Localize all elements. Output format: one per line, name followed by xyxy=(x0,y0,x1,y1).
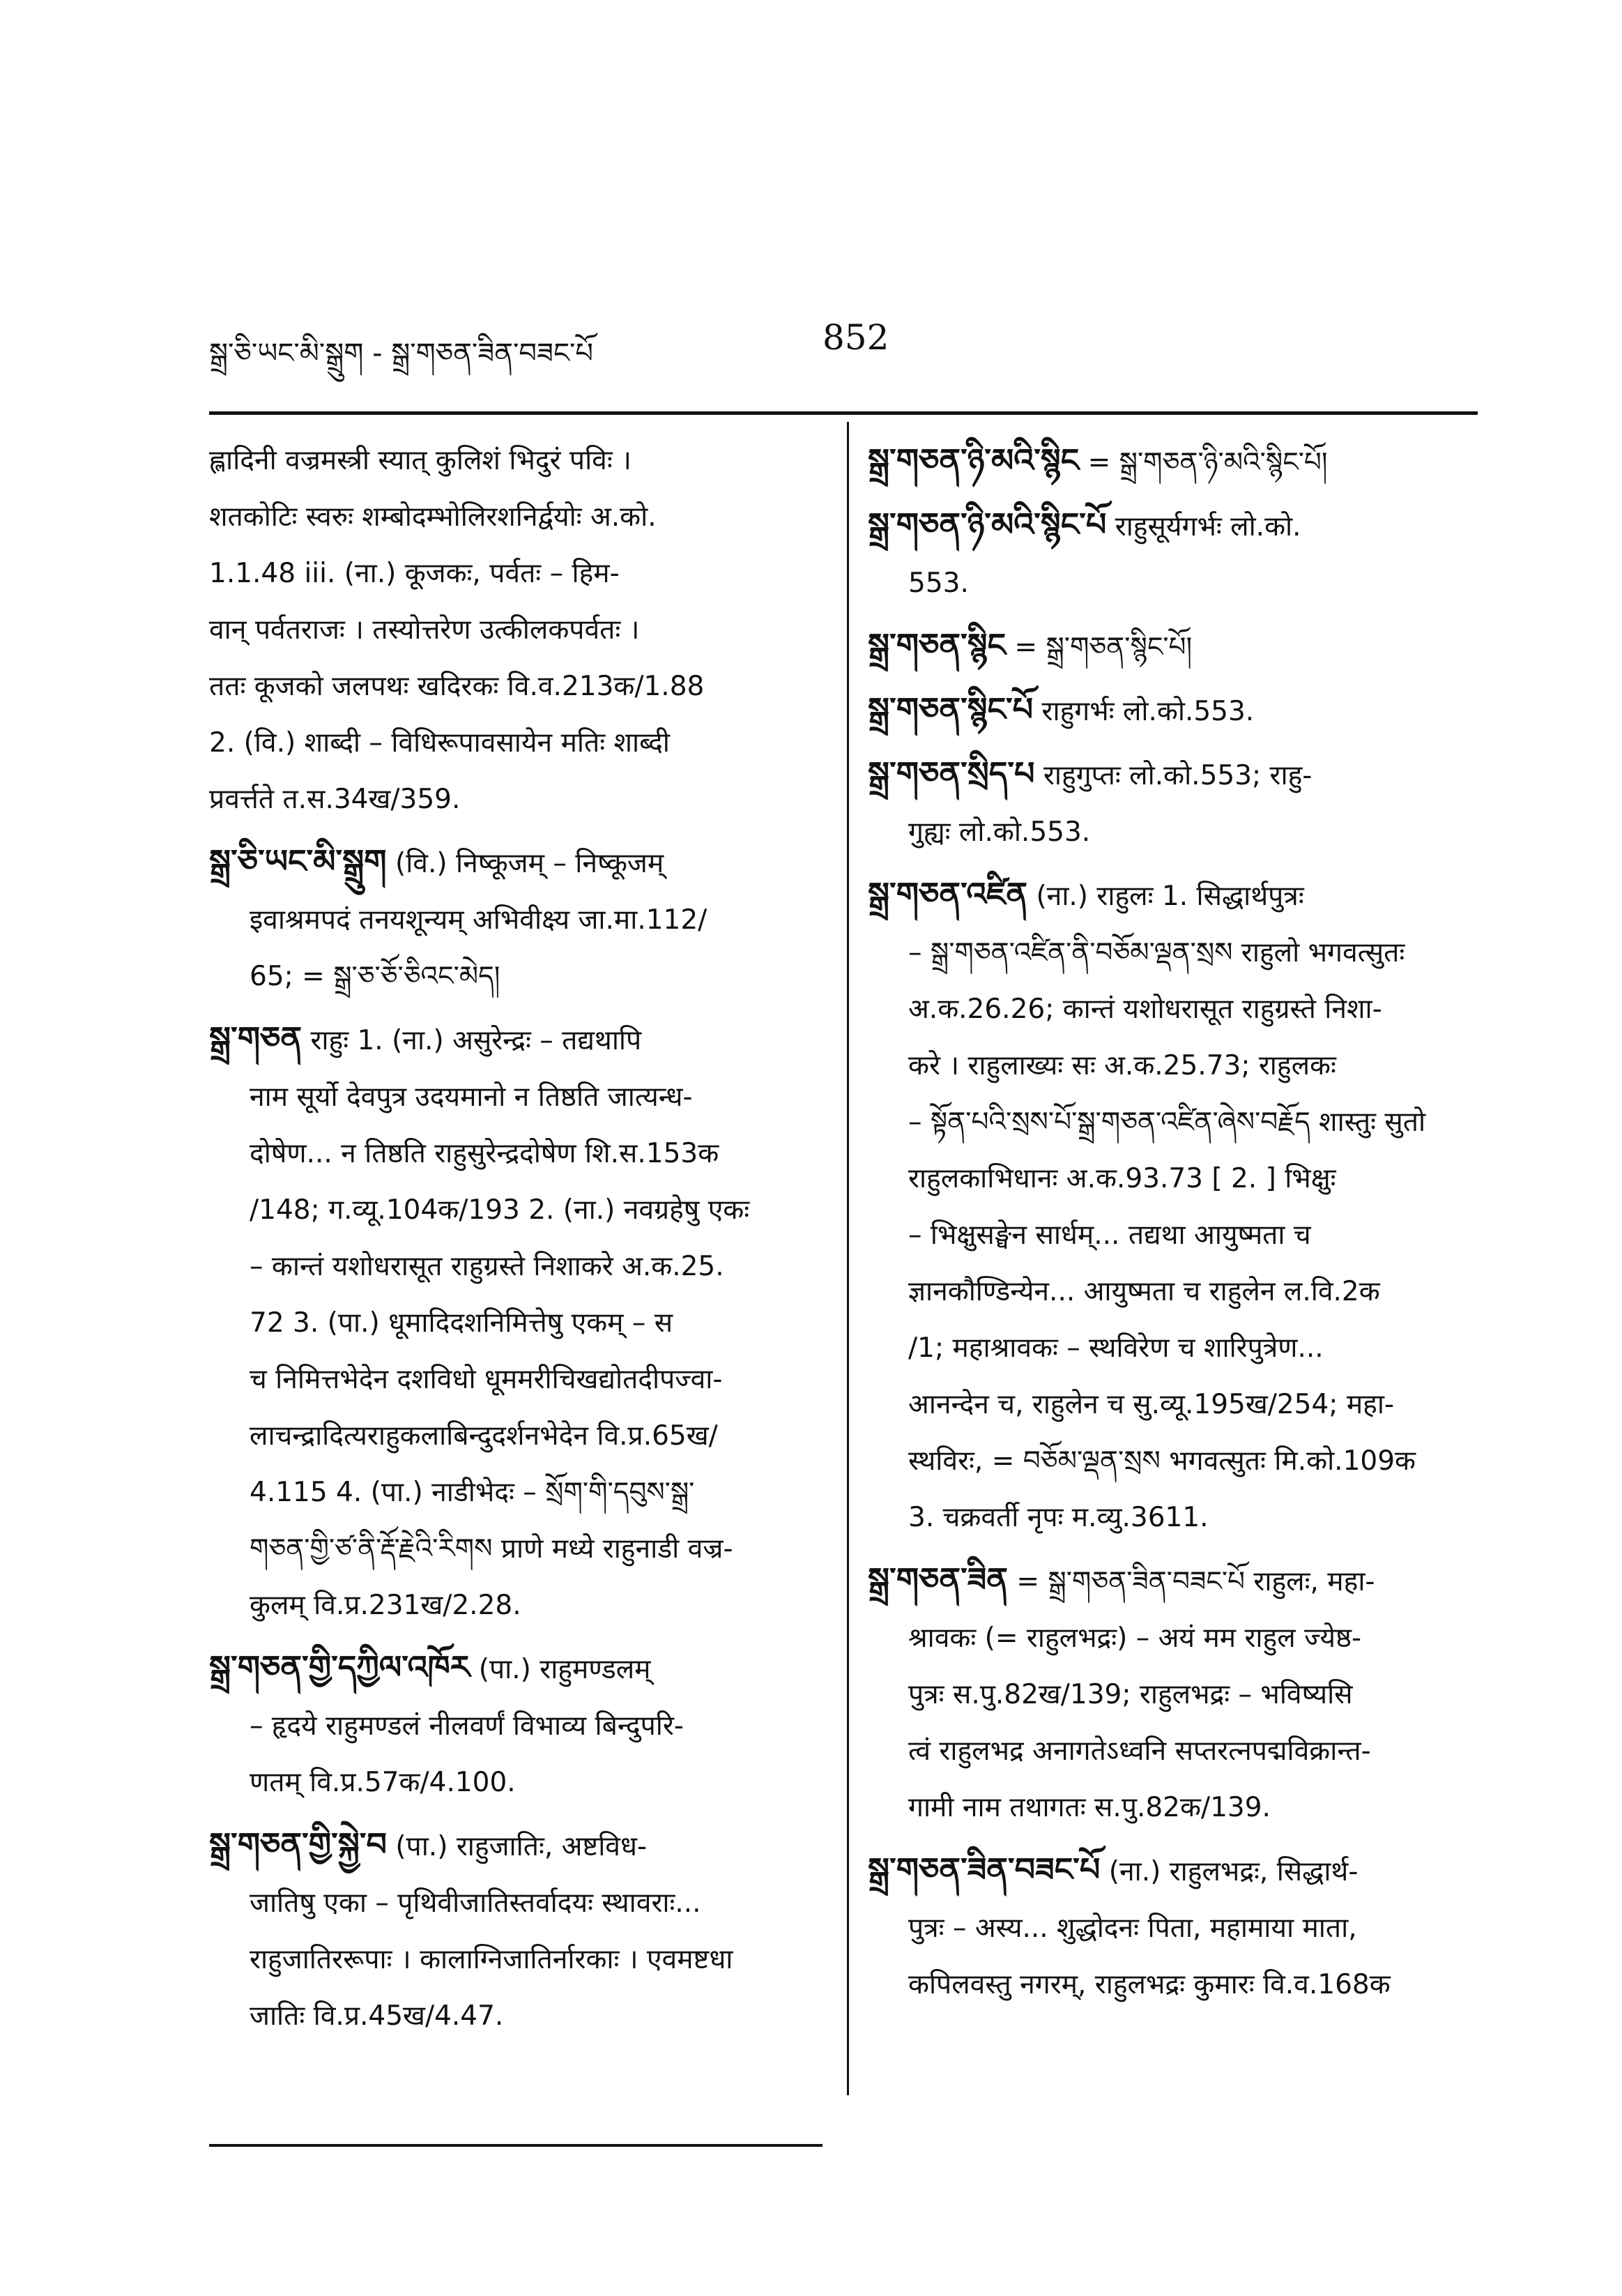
text-line: /148; ग.व्यू.104क/193 2. (ना.) नवग्रहेषु एकः xyxy=(250,1194,750,1226)
dictionary-entry xyxy=(209,1010,809,1634)
text-line: (ना.) राहुलभद्रः, सिद्धार्थ- xyxy=(1108,1856,1359,1887)
text-line: पुत्रः – अस्य... शुद्धोदनः पिता, महामाया माता, xyxy=(908,1913,1357,1944)
text-line: वान् पर्वतराजः । तस्योत्तरेण उत्कीलकपर्वतः । xyxy=(209,614,640,646)
dictionary-entry xyxy=(209,1639,809,1811)
text-line: च निमित्तभेदेन दशविधो धूममरीचिखद्योतदीपज्वा- xyxy=(250,1364,723,1395)
text-line: 1.1.48 iii. (ना.) कूजकः, पर्वतः – हिम- xyxy=(209,558,620,589)
dictionary-entry xyxy=(868,681,1495,740)
text-line: राहुलकाभिधानः अ.क.93.73 [ 2. ] भिक्षुः xyxy=(908,1163,1336,1194)
text-line: /1; महाश्रावकः – स्थविरेण च शारिपुत्रेण... xyxy=(908,1332,1324,1364)
right-column xyxy=(868,432,1495,2018)
dictionary-entry xyxy=(868,866,1495,1546)
header-rule xyxy=(209,411,1478,415)
text-line: ज्ञानकौण्डिन्येन... आयुष्मता च राहुलेन ल.वि.2क xyxy=(908,1276,1380,1307)
text-line: राहुगर्भः लो.को.553. xyxy=(1041,696,1255,727)
text-line: करे । राहुलाख्यः सः अ.क.25.73; राहुलकः xyxy=(908,1050,1336,1081)
text-line: (पा.) राहुजातिः, अष्टविध- xyxy=(395,1831,648,1862)
text-line: आनन्देन च, राहुलेन च सु.व्यू.195ख/254; महा- xyxy=(908,1389,1395,1420)
text-line: 72 3. (पा.) धूमादिदशनिमित्तेषु एकम् – स xyxy=(250,1307,673,1339)
text-line: कपिलवस्तु नगरम्, राहुलभद्रः कुमारः वि.व.168क xyxy=(908,1969,1391,2000)
text-line: कुलम् वि.प्र.231ख/2.28. xyxy=(250,1590,521,1621)
column-end-rule xyxy=(209,2144,823,2147)
entry-headword: སྒྲ་གཅན་འཛིན xyxy=(868,875,1028,913)
dictionary-entry xyxy=(868,617,1495,676)
text-line: (वि.) निष्कूजम् – निष्कूजम् xyxy=(395,848,664,879)
dictionary-entry xyxy=(868,496,1495,611)
text-line: གཅན་གྱི་ཙ་ནི་རྡོ་རྗེའི་རིགས प्राणे मध्ये राहुनाडी वज्र- xyxy=(250,1533,733,1565)
entry-headword: སྒྲ་གཅན་ཉི་མའི་སྙིང xyxy=(868,441,1080,479)
text-line: लाचन्द्रादित्यराहुकलाबिन्दुदर्शनभेदेन वि.प्र.65ख/ xyxy=(250,1420,718,1452)
entry-headword: སྒྲ་གཅན་སྙིང xyxy=(868,626,1006,664)
dictionary-entry xyxy=(209,833,809,1005)
entry-headword: སྒྲ་གཅན་ཟིན xyxy=(868,1560,1008,1598)
entry-headword: སྒྲ་གཅན་གྱི་སྐྱེ་བ xyxy=(209,1825,387,1863)
text-line: राहुसूर्यगर्भः लो.को. xyxy=(1115,511,1301,542)
dictionary-entry xyxy=(868,432,1495,491)
text-line: = སྒྲ་གཅན་ཉི་མའི་སྙིང་པོ། xyxy=(1087,447,1328,478)
text-line: त्वं राहुलभद्र अनागतेऽध्वनि सप्तरत्नपद्मविक्रान्त- xyxy=(908,1735,1371,1767)
text-line: शतकोटिः स्वरुः शम्बोदम्भोलिरशनिर्द्वयोः अ.को. xyxy=(209,501,657,533)
text-line: = སྒྲ་གཅན་ཟིན་བཟང་པོ राहुलः, महा- xyxy=(1016,1566,1375,1597)
text-line: – भिक्षुसङ्घेन सार्धम्... तद्यथा आयुष्मता च xyxy=(908,1219,1311,1251)
text-line: राहुः 1. (ना.) असुरेन्द्रः – तद्यथापि xyxy=(310,1025,642,1056)
dictionary-entry xyxy=(209,1816,809,2044)
text-line: जातिः वि.प्र.45ख/4.47. xyxy=(250,2000,504,2032)
text-line: जातिषु एका – पृथिवीजातिस्तर्वादयः स्थावराः... xyxy=(250,1887,701,1919)
text-line: प्रवर्त्तते त.स.34ख/359. xyxy=(209,784,461,815)
entry-headword: སྒྲ་གཅན xyxy=(209,1019,303,1057)
entry-headword: སྒྲ་གཅན་གྱི་དཀྱིལ་འཁོར xyxy=(209,1648,470,1686)
page-number: 852 xyxy=(823,317,889,358)
entry-headword: སྒྲ་གཅན་སྲིད་པ xyxy=(868,754,1035,792)
text-line: श्रावकः (= राहुलभद्रः) – अयं मम राहुल ज्येष्ठ- xyxy=(908,1622,1362,1654)
text-line: = སྒྲ་གཅན་སྙིང་པོ། xyxy=(1014,632,1193,663)
text-line: इवाश्रमपदं तनयशून्यम् अभिवीक्ष्य जा.मा.112/ xyxy=(250,904,707,936)
text-line: 3. चक्रवर्ती नृपः म.व्यु.3611. xyxy=(908,1502,1209,1533)
text-line: 4.115 4. (पा.) नाडीभेदः – སྲོག་གི་དབུས་སྒྲ་ xyxy=(250,1477,695,1508)
text-line: णतम् वि.प्र.57क/4.100. xyxy=(250,1767,516,1798)
text-line: – कान्तं यशोधरासूत राहुग्रस्ते निशाकरे अ.क.25. xyxy=(250,1251,724,1282)
left-column xyxy=(209,432,809,2050)
text-line: स्थविरः, = བཅོམ་ལྡན་སྲས भगवत्सुतः मि.को.109क xyxy=(908,1445,1416,1477)
text-line: 2. (वि.) शाब्दी – विधिरूपावसायेन मतिः शाब्दी xyxy=(209,727,670,759)
entry-headword: སྒྲ་གཅན་སྙིང་པོ xyxy=(868,690,1034,728)
text-line: – སྒྲ་གཅན་འཛིན་ནི་བཅོམ་ལྡན་སྲས राहुलो भगवत्सुतः xyxy=(908,937,1405,968)
running-head: སྒྲ་ཅི་ཡང་མི་སྒྲུག - སྒྲ་གཅན་ཟིན་བཟང་པོ xyxy=(209,337,594,370)
text-line: 553. xyxy=(908,568,969,599)
text-line: दोषेण... न तिष्ठति राहुसुरेन्द्रदोषेण शि.स.153क xyxy=(250,1138,719,1169)
entry-headword: སྒྲ་གཅན་ཟིན་བཟང་པོ xyxy=(868,1850,1101,1888)
text-line: 65; = སྒྲ་ཅ་ཅོ་ཅིའང་མེད། xyxy=(250,961,500,992)
text-line: ततः कूजको जलपथः खदिरकः वि.व.213क/1.88 xyxy=(209,671,705,702)
entry-headword: སྒྲ་ཅི་ཡང་མི་སྒྲུག xyxy=(209,842,387,880)
text-line: – སྟོན་པའི་སྲས་པོ་སྒྲ་གཅན་འཛིན་ཞེས་བརྗོད शास्तुः सुतो xyxy=(908,1107,1426,1138)
dictionary-entry xyxy=(868,1551,1495,1836)
text-line: अ.क.26.26; कान्तं यशोधरासूत राहुग्रस्ते निशा- xyxy=(908,994,1382,1025)
text-line: गामी नाम तथागतः स.पु.82क/139. xyxy=(908,1792,1271,1823)
dictionary-entry xyxy=(868,745,1495,860)
text-line: (पा.) राहुमण्डलम् xyxy=(478,1654,651,1685)
text-line: पुत्रः स.पु.82ख/139; राहुलभद्रः – भविष्यसि xyxy=(908,1679,1353,1710)
text-line: गुह्यः लो.को.553. xyxy=(908,816,1091,848)
dictionary-entry xyxy=(868,1841,1495,2013)
text-line: राहुजातिररूपाः । कालाग्निजातिर्नारकाः । एवमष्टधा xyxy=(250,1944,733,1975)
page-header xyxy=(209,317,1457,370)
text-line: ह्लादिनी वज्रमस्त्री स्यात् कुलिशं भिदुरं पविः । xyxy=(209,445,632,476)
column-divider xyxy=(847,422,849,2095)
text-line: – हृदये राहुमण्डलं नीलवर्णं विभाव्य बिन्दुपरि- xyxy=(250,1710,684,1742)
continuation-entry xyxy=(209,432,809,828)
text-line: राहुगुप्तः लो.को.553; राहु- xyxy=(1043,760,1313,791)
text-line: नाम सूर्यो देवपुत्र उदयमानो न तिष्ठति जात्यन्ध- xyxy=(250,1081,693,1113)
text-line: (ना.) राहुलः 1. सिद्धार्थपुत्रः xyxy=(1036,881,1304,912)
entry-headword: སྒྲ་གཅན་ཉི་མའི་སྙིང་པོ xyxy=(868,505,1107,543)
